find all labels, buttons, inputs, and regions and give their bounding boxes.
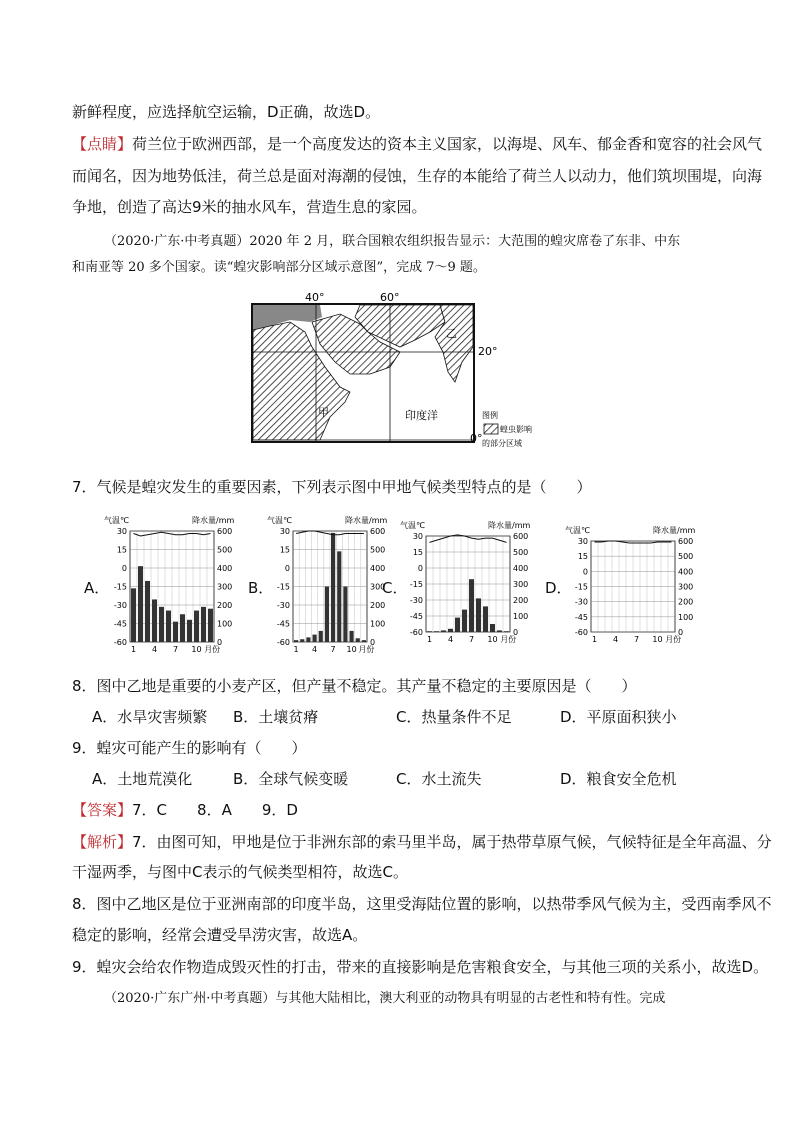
- chart-a-month-unit: 月份: [204, 645, 221, 654]
- chart-b-precip-bar: [343, 587, 347, 643]
- chart-b-precip-bar: [331, 533, 335, 642]
- chart-a-x-tick: 7: [172, 645, 179, 654]
- legend-line-1: 蝗虫影响: [500, 425, 532, 434]
- chart-a-precip-bar: [208, 609, 213, 642]
- question-intro-1: （2020·广东·中考真题）2020 年 2 月，联合国粮农组织报告显示：大范围的蝗灾席卷了东非、中东: [104, 234, 681, 249]
- chart-c-precip-tick: 300: [513, 580, 529, 589]
- climate-chart-c: [400, 518, 540, 648]
- chart-a-temp-tick: -60: [113, 638, 127, 647]
- chart-d-temp-tick: -30: [574, 597, 588, 607]
- chart-d-x-tick: 1: [591, 635, 598, 644]
- q8-option-c: C．热量条件不足: [396, 708, 512, 726]
- chart-a-precip-bar: [131, 588, 136, 642]
- chart-a-precip-bar: [187, 620, 192, 642]
- chart-b-temp-tick: 15: [279, 545, 290, 555]
- dianjing-line-1: 荷兰位于欧洲西部，是一个高度发达的资本主义国家，以海堤、风车、郁金香和宽容的社会风气: [132, 135, 763, 153]
- chart-d-month-unit: 月份: [665, 635, 682, 644]
- chart-a-precip-tick: 400: [217, 564, 233, 573]
- analysis-line-4: 稳定的影响，经常会遭受旱涝灾害，故选A。: [72, 926, 368, 944]
- chart-c-x-tick: 10: [487, 635, 498, 644]
- chart-d-temp-tick: -60: [574, 628, 588, 637]
- option-a-letter: A．: [84, 579, 110, 597]
- text-line-1: 新鲜程度，应选择航空运输，D正确，故选D。: [72, 103, 381, 121]
- chart-c-precip-tick: 600: [513, 532, 529, 541]
- chart-b-precip-bar: [337, 551, 341, 642]
- chart-c-precip-bar: [455, 618, 460, 632]
- chart-b-x-tick: 1: [293, 645, 299, 654]
- chart-d-precip-tick: 100: [678, 612, 694, 622]
- chart-b-temp-tick: -45: [276, 619, 290, 629]
- chart-a-precip-bar: [159, 607, 164, 642]
- climate-chart-a: [104, 513, 244, 658]
- chart-b-precip-tick: 100: [370, 619, 386, 629]
- chart-a-x-tick: 1: [130, 645, 137, 654]
- chart-a-precip-label: 降水量/mm: [192, 516, 235, 525]
- chart-b-precip-tick: 600: [370, 527, 386, 536]
- chart-b-precip-bar: [350, 631, 354, 642]
- chart-b-precip-bar: [313, 635, 317, 642]
- chart-c-temp-label: 气温℃: [400, 521, 425, 530]
- chart-c-temp-tick: -30: [409, 596, 423, 605]
- chart-b-precip-tick: 300: [370, 582, 386, 592]
- chart-a-precip-tick: 100: [217, 619, 233, 629]
- chart-a-x-tick: 4: [151, 645, 158, 654]
- chart-a-precip-tick: 300: [217, 582, 233, 592]
- question-7: 7．气候是蝗灾发生的重要因素，下列表示图中甲地气候类型特点的是（ ）: [72, 478, 592, 496]
- option-c-letter: C．: [382, 579, 408, 597]
- locust-map: [250, 292, 540, 452]
- legend-swatch: [484, 424, 498, 434]
- chart-c-temp-tick: -15: [409, 580, 423, 589]
- chart-d-x-tick: 7: [633, 635, 640, 644]
- chart-b-precip-label: 降水量/mm: [345, 516, 388, 525]
- chart-a-precip-tick: 600: [217, 527, 233, 536]
- chart-a-precip-bar: [194, 611, 199, 642]
- chart-b-temp-tick: -30: [276, 601, 290, 610]
- chart-c-precip-tick: 500: [513, 548, 529, 557]
- chart-c-temp-tick: 0: [417, 564, 423, 573]
- climate-chart-d: [565, 523, 705, 648]
- question-8: 8．图中乙地是重要的小麦产区，但产量不稳定。其产量不稳定的主要原因是（ ）: [72, 677, 637, 695]
- dianjing-line-2: 而闻名，因为地势低洼，荷兰总是面对海潮的侵蚀，生存的本能给了荷兰人以动力，他们筑坝围堤，向海: [72, 167, 763, 185]
- chart-b-precip-tick: 500: [370, 545, 386, 555]
- chart-b-month-unit: 月份: [358, 645, 375, 654]
- place-yi-label: 乙: [446, 327, 457, 340]
- chart-a-temp-tick: -30: [113, 601, 127, 610]
- chart-c-precip-bar: [504, 631, 509, 632]
- chart-c-precip-tick: 0: [513, 628, 519, 637]
- chart-a-temp-tick: -45: [113, 619, 127, 629]
- chart-c-temp-tick: -45: [409, 612, 423, 621]
- q9-option-a: A．土地荒漠化: [92, 770, 193, 788]
- ocean-label: 印度洋: [405, 409, 438, 422]
- analysis-tag: 【解析】: [72, 833, 133, 851]
- chart-d-temp-tick: 30: [577, 537, 588, 546]
- chart-b-precip-bar: [294, 640, 298, 642]
- answer-line: [72, 800, 298, 820]
- chart-c-precip-bar: [497, 630, 502, 632]
- chart-c-x-tick: 1: [426, 635, 433, 644]
- chart-d-precip-tick: 400: [678, 567, 694, 577]
- chart-d-precip-tick: 500: [678, 552, 694, 562]
- answer-text: 7．C 8．A 9．D: [132, 801, 298, 819]
- q8-option-b: B．土壤贫瘠: [233, 708, 319, 726]
- chart-c-precip-bar: [469, 579, 474, 632]
- lat-0-label: 0°: [470, 432, 483, 445]
- chart-d-precip-tick: 300: [678, 582, 694, 592]
- chart-c-x-tick: 4: [447, 635, 454, 644]
- chart-b-precip-tick: 400: [370, 564, 386, 573]
- chart-c-precip-bar: [462, 610, 467, 632]
- analysis-line-2: 干湿两季，与图中C表示的气候类型相符，故选C。: [72, 863, 408, 881]
- chart-b-precip-bar: [325, 587, 329, 643]
- chart-a-precip-tick: 200: [217, 601, 233, 610]
- chart-a-precip-tick: 500: [217, 545, 233, 555]
- next-question-intro: （2020·广东广州·中考真题）与其他大陆相比，澳大利亚的动物具有明显的古老性和特有性。完成: [104, 991, 666, 1006]
- chart-a-temp-tick: 0: [121, 564, 127, 573]
- chart-a-precip-bar: [166, 611, 171, 642]
- chart-b-precip-bar: [356, 638, 360, 642]
- q9-option-d: D．粮食安全危机: [560, 770, 677, 788]
- lon-60-label: 60°: [380, 292, 400, 304]
- chart-a-temp-tick: 15: [116, 545, 127, 555]
- chart-a-precip-bar: [201, 607, 206, 642]
- chart-b-temp-label: 气温℃: [267, 516, 292, 525]
- chart-b-x-tick: 4: [312, 645, 318, 654]
- chart-d-temp-tick: -15: [574, 582, 588, 592]
- chart-c-precip-tick: 400: [513, 564, 529, 573]
- question-9: 9．蝗灾可能产生的影响有（ ）: [72, 739, 307, 757]
- chart-b-precip-tick: 0: [370, 638, 376, 647]
- dianjing-paragraph: [72, 134, 762, 154]
- chart-a-x-tick: 10: [191, 645, 202, 654]
- chart-d-x-tick: 10: [652, 635, 663, 644]
- analysis-line-1: [72, 832, 772, 852]
- chart-b-temp-tick: -60: [276, 638, 290, 647]
- chart-c-precip-bar: [441, 630, 446, 632]
- answer-tag: 【答案】: [72, 801, 133, 819]
- q8-option-d: D．平原面积狭小: [560, 708, 677, 726]
- q9-option-c: C．水土流失: [396, 770, 482, 788]
- chart-b-temp-tick: -15: [276, 582, 290, 592]
- chart-b-precip-bar: [362, 640, 366, 642]
- chart-c-temp-tick: -60: [409, 628, 423, 637]
- chart-d-temp-tick: -45: [574, 612, 588, 622]
- chart-c-precip-bar: [434, 631, 439, 632]
- climate-chart-b: [267, 513, 397, 658]
- question-intro-2: 和南亚等 20 多个国家。读“蝗灾影响部分区域示意图”，完成 7～9 题。: [72, 260, 486, 275]
- chart-c-precip-bar: [448, 629, 453, 632]
- chart-a-precip-bar: [152, 599, 157, 642]
- chart-d-temp-tick: 0: [582, 567, 588, 577]
- chart-b-precip-bar: [306, 637, 310, 642]
- option-b-letter: B．: [248, 579, 274, 597]
- q8-option-a: A．水旱灾害频繁: [92, 708, 208, 726]
- chart-a-precip-bar: [145, 581, 150, 642]
- dianjing-line-3: 争地，创造了高达9米的抽水风车，营造生息的家园。: [72, 198, 427, 216]
- chart-b-temp-tick: 30: [279, 527, 290, 536]
- chart-a-precip-bar: [138, 566, 143, 642]
- chart-a-temp-tick: -15: [113, 582, 127, 592]
- lat-20-label: 20°: [478, 345, 498, 358]
- dianjing-tag: 【点睛】: [72, 135, 133, 153]
- chart-a-precip-bar: [173, 622, 178, 642]
- chart-b-x-tick: 10: [346, 645, 357, 654]
- chart-b-temp-tick: 0: [284, 564, 290, 573]
- q9-option-b: B．全球气候变暖: [233, 770, 349, 788]
- chart-d-temp-label: 气温℃: [565, 526, 590, 535]
- analysis-line-5: 9．蝗灾会给农作物造成毁灭性的打击，带来的直接影响是危害粮食安全，与其他三项的关系小，故选D。: [72, 958, 769, 976]
- chart-d-temp-tick: 15: [577, 552, 588, 562]
- chart-b-x-tick: 7: [330, 645, 336, 654]
- chart-c-x-tick: 7: [468, 635, 475, 644]
- chart-d-precip-tick: 200: [678, 597, 694, 607]
- chart-c-precip-label: 降水量/mm: [488, 521, 531, 530]
- analysis-text-1: 7．由图可知，甲地是位于非洲东部的索马里半岛，属于热带草原气候，气候特征是全年高温、分: [132, 833, 772, 851]
- place-jia-label: 甲: [318, 406, 329, 419]
- chart-a-temp-tick: 30: [116, 527, 127, 536]
- chart-b-precip-tick: 200: [370, 601, 386, 610]
- chart-d-precip-label: 降水量/mm: [653, 526, 696, 535]
- chart-b-precip-bar: [319, 631, 323, 642]
- chart-a-precip-tick: 0: [217, 638, 223, 647]
- chart-d-precip-tick: 0: [678, 628, 684, 637]
- chart-c-precip-bar: [427, 631, 432, 632]
- chart-c-precip-bar: [483, 606, 488, 632]
- chart-c-precip-tick: 200: [513, 596, 529, 605]
- chart-c-month-unit: 月份: [500, 635, 517, 644]
- chart-d-precip-tick: 600: [678, 537, 694, 546]
- chart-b-precip-bar: [300, 639, 304, 642]
- chart-c-precip-bar: [490, 624, 495, 632]
- chart-a-precip-bar: [180, 614, 185, 642]
- legend-title: 图例: [482, 411, 498, 420]
- analysis-line-3: 8．图中乙地区是位于亚洲南部的印度半岛，这里受海陆位置的影响，以热带季风气候为主，受西南季风不: [72, 895, 772, 913]
- chart-c-temp-tick: 15: [412, 548, 423, 557]
- lon-40-label: 40°: [305, 292, 325, 304]
- chart-c-temp-tick: 30: [412, 532, 423, 541]
- legend-line-2: 的部分区域: [482, 439, 522, 448]
- chart-c-precip-bar: [476, 598, 481, 632]
- chart-a-temp-label: 气温℃: [104, 516, 129, 525]
- chart-d-x-tick: 4: [612, 635, 619, 644]
- chart-c-precip-tick: 100: [513, 612, 529, 621]
- option-d-letter: D．: [545, 579, 572, 597]
